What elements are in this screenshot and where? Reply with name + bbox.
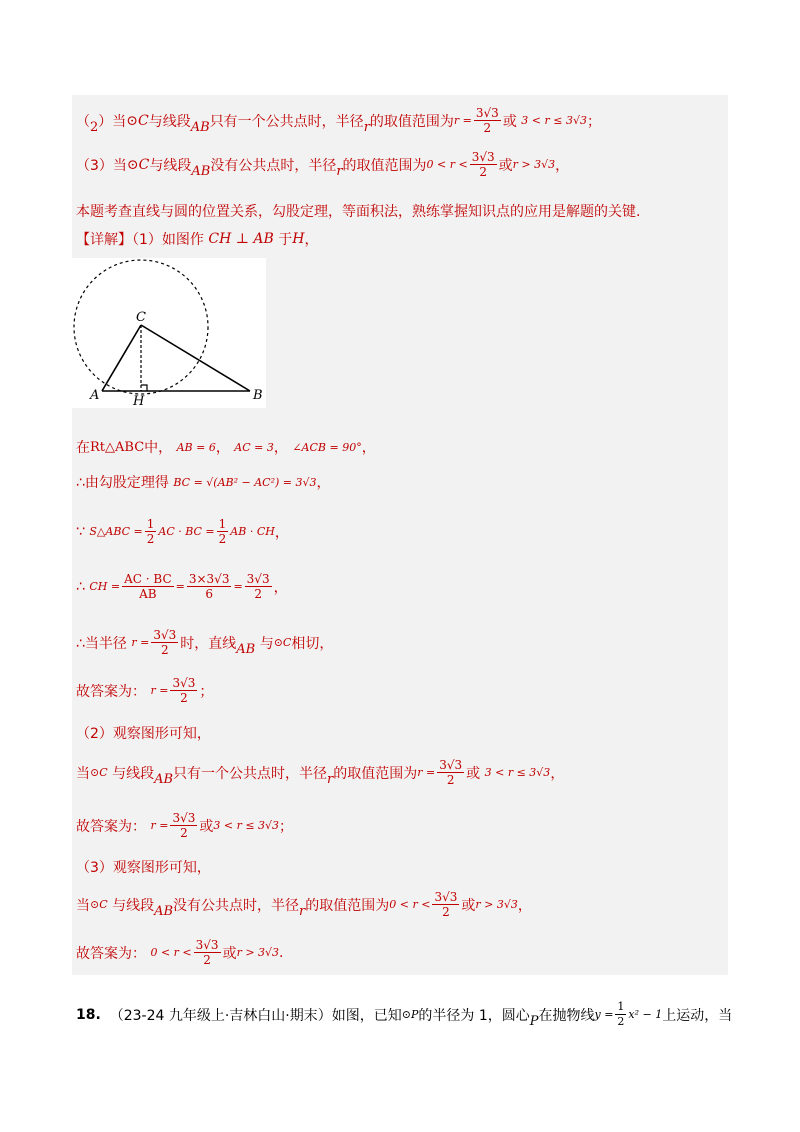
label-b: B (253, 388, 263, 403)
summary-line: 本题考查直线与圆的位置关系，勾股定理，等面积法，熟练掌握知识点的应用是解题的关键. (76, 204, 641, 220)
label-h: H (133, 394, 145, 408)
area-line: ∵ S△ABC = $\frac{1}{2}$ AC · BC = $\frac{1}{2}$ AB · CH ， (76, 517, 289, 546)
geometry-figure (72, 258, 266, 408)
triangle-circle-diagram (72, 258, 266, 408)
detail-heading: 【详解】（1）如图作 CH ⊥ AB 于 H ， (76, 231, 319, 248)
tangent-line: ∴当半径 r = $\frac{3√3}{2}$ 时，直线 AB 与 ⊙C 相切， (76, 628, 334, 657)
part-2-range: 当 ⊙C 与线段 AB 只有一个公共点时，半径 r 的取值范围为 r = $\frac{3√3}{2}$ 或 3 < r ≤ 3√3 ， (76, 758, 565, 787)
pythagoras-line: ∴由勾股定理得 BC = √(AB² − AC²) = 3√3 ， (76, 475, 331, 491)
part-3-heading: （3）观察图形可知， (76, 860, 211, 876)
segment-ac (102, 325, 141, 391)
question-18: 18. （23-24 九年级上·吉林白山·期末）如图，已知 ⊙P 的半径为 1，圆心 P 在抛物线 y = $\frac{1}{2}$ x² − 1 上运动，当 (76, 1000, 733, 1029)
answer-1: 故答案为： r = $\frac{3√3}{2}$ ； (76, 676, 214, 705)
part-3-range: 当 ⊙C 与线段 AB 没有公共点时，半径 r 的取值范围为 0 < r < $\frac{3√3}{2}$ 或 r > 3√3 ， (76, 890, 532, 919)
given-line: 在 Rt△ABC 中， AB = 6 ， AC = 3 ， ∠ACB = 90° ， (76, 439, 376, 456)
right-angle-mark (141, 385, 147, 391)
answer-2: 故答案为： r = $\frac{3√3}{2}$ 或 3 < r ≤ 3√3 ； (76, 811, 294, 840)
label-c: C (136, 310, 146, 325)
part-2-heading: （2）观察图形可知， (76, 726, 211, 742)
answer-3: 故答案为： 0 < r < $\frac{3√3}{2}$ 或 r > 3√3 . (76, 938, 284, 967)
segment-bc (141, 325, 250, 391)
label-a: A (90, 388, 100, 403)
ch-line: ∴ CH = $\frac{AC \cdot BC}{AB}$ = $\frac{3\times 3√3}{6}$ = $\frac{3√3}{2}$ ， (76, 572, 288, 601)
answer-line-2-range: （ 2 ）当 ⊙ C 与线段 AB 只有一个公共点时，半径 r 的取值范围为 r = $\frac{3√3}{2}$ 或 3 < r ≤ 3√3 ； (76, 106, 601, 135)
answer-line-3-range: （3）当 ⊙ C 与线段 AB 没有公共点时，半径 r 的取值范围为 0 < r < $\frac{3√3}{2}$ 或 r > 3√3 ， (76, 150, 570, 179)
